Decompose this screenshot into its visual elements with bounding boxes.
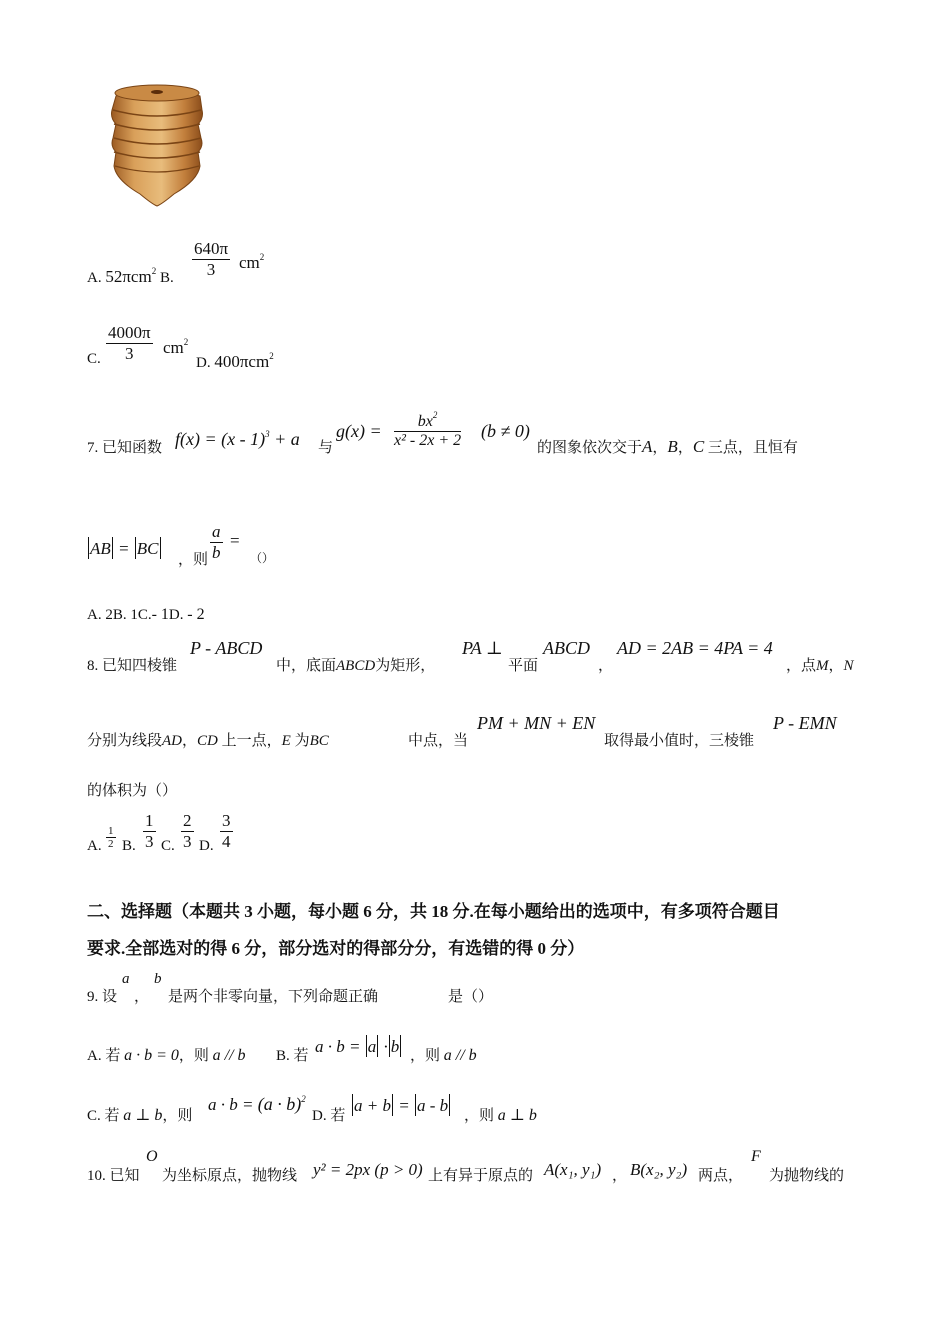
q8-line2: 分别为线段AD，CD 上一点，E 为BC — [87, 733, 329, 749]
q7-f-expression: f(x) = (x - 1)$^3$ + a — [175, 429, 300, 449]
denominator: x² - 2x + 2 — [394, 432, 462, 449]
q7-with: 与 — [318, 440, 334, 456]
q9-comma: ， — [134, 989, 150, 1005]
q10-parabola: y² = 2px (p > 0) — [313, 1160, 423, 1179]
numerator: 4000π — [108, 323, 151, 342]
q9-option-b-expr: a · b = a · b — [315, 1037, 400, 1056]
q8-text1: 中，底面ABCD为矩形， — [276, 658, 436, 674]
q7-number-intro: 7. 已知函数 — [87, 440, 163, 456]
q9-vector-a: a — [122, 971, 130, 987]
q10-comma: ， — [612, 1168, 628, 1184]
q8-option-a-label[interactable]: A. — [87, 838, 102, 854]
denominator: b — [212, 543, 221, 562]
q9-intro: 9. 设 — [87, 989, 118, 1005]
q6-option-d[interactable]: D. 400πcm$^2$ — [196, 351, 274, 371]
exponent: 2 — [151, 266, 157, 276]
q8-option-b-fraction: $\frac{1}{3}$ — [145, 811, 154, 851]
q8-plane: 平面 — [508, 658, 539, 674]
option-label: B. — [159, 270, 174, 286]
q10-o: O — [146, 1148, 158, 1165]
option-value: 52πcm — [105, 267, 152, 286]
q10-text4: 为抛物线的 — [769, 1168, 845, 1184]
q7-ratio-eq: = — [230, 531, 240, 550]
q8-min-text: 取得最小值时，三棱锥 — [604, 733, 755, 749]
denominator: 3 — [125, 344, 134, 363]
q8-tri: P - EMN — [773, 713, 837, 733]
q8-pyramid: P - ABCD — [190, 638, 263, 658]
q9-option-d-result: ，则 a ⊥ b — [464, 1107, 537, 1124]
q9-option-c[interactable]: C. 若 a ⊥ b，则 — [87, 1107, 193, 1124]
q6-option-c-fraction — [106, 323, 153, 364]
q8-midpoint: 中点，当 — [408, 733, 469, 749]
numerator: $bx^2$ — [394, 410, 461, 432]
q8-option-c-fraction: $\frac{2}{3}$ — [183, 811, 192, 851]
q9-text: 是两个非零向量，下列命题正确 — [168, 989, 379, 1005]
q8-number-intro: 8. 已知四棱锥 — [87, 658, 178, 674]
q7-then: ，则 — [178, 552, 209, 568]
q8-points: ，点M，N — [786, 658, 854, 674]
q7-ratio-fraction — [210, 522, 223, 563]
q8-option-d-label[interactable]: D. — [199, 838, 214, 854]
q9-option-d-expr: a + b = a - b — [354, 1096, 449, 1115]
q8-comma: ， — [598, 658, 614, 674]
q8-option-b-label[interactable]: B. — [122, 838, 136, 854]
denominator: 3 — [206, 260, 216, 279]
q9-option-c-expr: $a \cdot b = (a \cdot b)^2$ — [208, 1094, 306, 1114]
q7-abs-condition: AB = BC — [90, 539, 159, 558]
q8-sum: PM + MN + EN — [477, 713, 596, 733]
q10-text2: 上有异于原点的 — [428, 1168, 534, 1184]
q6-option-a[interactable] — [87, 266, 174, 287]
q8-option-a-fraction: $\frac{1}{2}$ — [108, 825, 114, 850]
q7-text: 的图象依次交于A，B，C 三点，且恒有 — [537, 437, 798, 456]
q6-option-c-unit: $cm^2$ — [163, 337, 189, 357]
q10-text3: 两点， — [698, 1168, 744, 1184]
q9-option-a[interactable]: A. 若 a · b = 0，则 a // b — [87, 1047, 246, 1064]
q8-condition: AD = 2AB = 4PA = 4 — [617, 638, 773, 658]
q6-option-b-fraction — [192, 239, 230, 280]
q7-g-condition: (b ≠ 0) — [481, 421, 530, 441]
q9-option-b-result: ，则 a // b — [410, 1047, 477, 1064]
q6-option-c-label[interactable]: C. — [87, 351, 101, 367]
section2-heading-line1: 二、选择题（本题共 3 小题，每小题 6 分，共 18 分.在每小题给出的选项中，有多项符合题目 — [87, 902, 780, 921]
q10-point-b: B(x₂, y₂) — [630, 1160, 688, 1179]
numerator: a — [212, 522, 221, 541]
section2-heading-line2: 要求.全部选对的得 6 分，部分选对的得部分分，有选错的得 0 分） — [87, 939, 585, 958]
q9-text2: 是（） — [448, 989, 494, 1005]
spinning-top-image — [104, 80, 210, 208]
spinning-top-illustration — [104, 80, 210, 208]
q10-intro: 10. 已知 — [87, 1168, 140, 1184]
q7-g-lhs: g(x) = — [336, 421, 382, 441]
q8-line3: 的体积为（） — [87, 783, 178, 799]
q7-paren: （） — [250, 551, 275, 565]
q9-option-d-label[interactable]: D. 若 — [312, 1108, 346, 1124]
q10-f: F — [751, 1148, 761, 1165]
q10-point-a: A(x₁, y₁) — [544, 1160, 602, 1179]
q8-pa-perp: PA ⊥ — [462, 638, 503, 658]
option-label: A. — [87, 270, 102, 286]
q7-g-fraction — [394, 410, 461, 450]
q7-options[interactable]: A. 2B. 1C.- 1D. - 2 — [87, 606, 205, 623]
q9-option-b-label[interactable]: B. 若 — [276, 1048, 309, 1064]
q9-vector-b: b — [154, 971, 162, 987]
q8-option-c-label[interactable]: C. — [161, 838, 175, 854]
numerator: 640π — [194, 239, 229, 258]
q10-text1: 为坐标原点，抛物线 — [162, 1168, 298, 1184]
q8-option-d-fraction: $\frac{3}{4}$ — [222, 811, 231, 851]
q8-abcd: ABCD — [543, 638, 590, 658]
q6-option-b-unit: $cm^2$ — [239, 252, 265, 272]
